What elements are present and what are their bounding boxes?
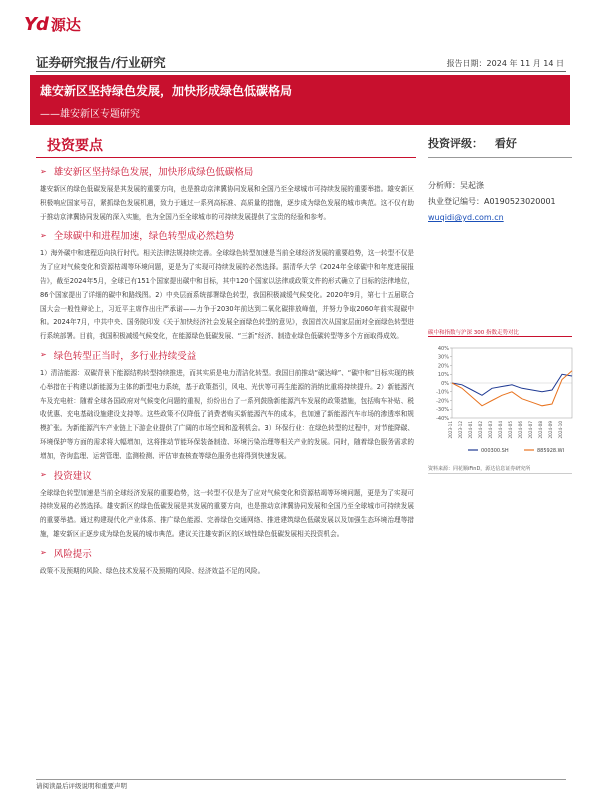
section-heading [40,468,414,482]
section-title-underline [36,157,416,158]
section [40,348,414,464]
x-tick-label: 2024-07 [528,421,533,439]
y-tick-label: -40% [436,415,449,422]
main-content [40,164,414,583]
section-paragraph: 雄安新区的绿色低碳发展是其发展的重要方向，也是推动京津冀协同发展和全国乃至全球城市可持续发展的重要举措。雄安新区积极响应国家号召，紧抓绿色发展机遇，致力于通过一系列高标准、高质量的措施，逐步成为绿色发展的城市典范。这不仅有助于推动京津冀协同发展的深入实施，也为全国乃至全球城市的可持续发展提供了宝贵的经验和参考。 [40,185,414,221]
license-number: 执业登记编号：A0190523020001 [428,197,556,206]
y-tick-label: 0% [441,380,449,387]
y-tick-label: 20% [437,363,449,370]
report-subtitle: ——雄安新区专题研究 [40,109,140,120]
section-title: 投资要点 [47,138,103,154]
section-heading [40,164,414,178]
rating-label: 投资评级： [428,137,483,150]
rating [428,135,517,151]
chart-source-divider [428,473,572,474]
rating-value: 看好 [494,137,517,150]
chart-title: 碳中和指数与沪深 300 指数走势对比 [428,330,519,336]
y-tick-label: 10% [437,372,449,379]
section-heading-text: 绿色转型正当时，多行业持续受益 [53,350,197,362]
section-heading-text: 雄安新区坚持绿色发展，加快形成绿色低碳格局 [53,167,254,178]
y-tick-label: -10% [436,389,449,396]
logo-mark: Yd [24,13,48,35]
chart-title-underline [428,336,572,337]
x-tick-label: 2024-01 [468,421,473,439]
section-heading [40,546,414,560]
y-tick-label: -20% [436,398,449,405]
x-tick-label: 2024-05 [508,421,513,439]
x-tick-label: 2024-03 [488,421,493,439]
section-heading [40,228,414,242]
footer-disclaimer: 请阅读最后评级说明和重要声明 [36,782,127,790]
section-paragraph: 1）海外碳中和进程迈向执行时代。相关法律法规持续完善。全球绿色转型加速是当前全球经济发展的重要趋势，这一转型不仅是为了应对气候变化和资源枯竭等环境问题，更是为了实现可持续发展的必然选择。据清华大学《2024年全球碳中和年度进展报告》，截至2024年5月，全球已有151个国家提出碳中和目标，其中120个国家以法律或政策文件的形式确立了目标的法律地位，86个国家提出了详细的碳中和路线图。2）中央层面系统部署绿色转型，我国积极减缓气候变化。2020年9月，第七十五届联合国大会一般性辩论上，习近平主席作出庄严承诺——力争于2030年前达到二氧化碳排放峰值，并努力争取2060年前实现碳中和。2024年7月，中共中央、国务院印发《关于加快经济社会发展全面绿色转型的意见》，我国首次从国家层面对全面绿色转型进行系统部署。目前，我国积极减缓气候变化，在能源绿色低碳发展、“三新”经济、制造业绿色低碳转型等多个方面取得成效。 [40,249,414,341]
section-paragraph: 1）清洁能源：双碳背景下能源结构转型持续推进，而其实质是电力清洁化转型。我国目前推动“碳达峰”、“碳中和”目标实现的核心举措在于构建以新能源为主体的新型电力系统，基于政策指引，风电、光伏等可再生能源的消纳比重将持续提升。2）新能源汽车及充电桩：随着全球各国政府对气候变化问题的重视，纷纷出台了一系列鼓励新能源汽车发展的政策措施，包括购车补贴、税收优惠、充电基础设施建设支持等。这些政策不仅降低了消费者购买新能源汽车的成本，也加速了新能源汽车市场的渗透率和规模扩张。为新能源汽车产业链上下游企业提供了广阔的市场空间和盈利机会。3）环保行业：在绿色转型的过程中，对节能降碳、环境保护等方面的需求将大幅增加，这将推动节能环保装备制造、环境污染治理等相关产业的发展。同时，随着绿色服务需求的增加，咨询监理、运营管理、监测检测、评估审查核查等绿色服务也将得到快速发展。 [40,368,414,460]
y-tick-label: 30% [437,354,449,361]
arrow-bullet-icon: ➢ [40,548,47,558]
section-heading-text: 全球碳中和进程加速，绿色转型成必然趋势 [53,231,235,243]
header-divider [36,71,566,72]
arrow-bullet-icon: ➢ [40,230,47,240]
y-tick-label: -30% [436,407,449,414]
section [40,228,414,344]
x-tick-label: 2024-02 [478,421,483,439]
index-comparison-chart [428,342,576,460]
footer-divider [36,779,566,780]
section-heading [40,348,414,362]
x-tick-label: 2024-06 [518,421,523,439]
section [40,164,414,224]
x-tick-label: 2024-10 [558,421,563,439]
report-title: 雄安新区坚持绿色发展，加快形成绿色低碳格局 [40,84,293,98]
x-tick-label: 2024-09 [548,421,553,439]
rating-underline [428,157,572,158]
series-line [452,371,572,406]
report-date: 报告日期：2024 年 11 月 14 日 [446,59,564,68]
section-paragraph: 政策不及预期的风险、绿色技术发展不及预期的风险、经济效益不足的风险。 [40,566,265,575]
arrow-bullet-icon: ➢ [40,470,47,480]
section [40,468,414,542]
x-tick-label: 2023-12 [458,421,463,439]
x-tick-label: 2023-11 [448,421,453,439]
report-type: 证券研究报告/行业研究 [36,55,166,70]
y-tick-label: 40% [437,345,449,352]
arrow-bullet-icon: ➢ [40,350,47,360]
legend-label: 885928.WI [537,447,565,454]
analyst-email-link[interactable]: wuqidi@yd.com.cn [428,213,504,222]
sidebar [428,178,578,226]
section [40,546,414,579]
x-tick-label: 2024-04 [498,421,503,439]
analyst-name: 分析师：吴起涤 [428,181,484,190]
legend-label: 000300.SH [481,447,509,454]
chart-source: 资料来源：同花顺iFinD，源达信息证券研究所 [428,466,531,472]
logo [24,14,81,34]
section-heading-text: 风险提示 [53,548,92,560]
x-tick-label: 2024-08 [538,421,543,439]
section-heading-text: 投资建议 [53,470,92,482]
arrow-bullet-icon: ➢ [40,166,47,176]
title-banner [30,75,570,125]
logo-text: 源达 [50,15,81,34]
section-paragraph: 全球绿色转型加速是当前全球经济发展的重要趋势，这一转型不仅是为了应对气候变化和资源枯竭等环境问题，更是为了实现可持续发展的必然选择。雄安新区的绿色低碳发展是其发展的重要方向，也是推动京津冀协同发展和全国乃至全球城市可持续发展的重要举措。通过构建现代化产业体系、推广绿色能源、完善绿色交通网络、推进建筑绿色低碳发展以及加强生态环境治理等措施，雄安新区正逐步成为绿色发展的城市典范。建议关注雄安新区的区域性绿色低碳发展相关投资机会。 [40,488,414,538]
